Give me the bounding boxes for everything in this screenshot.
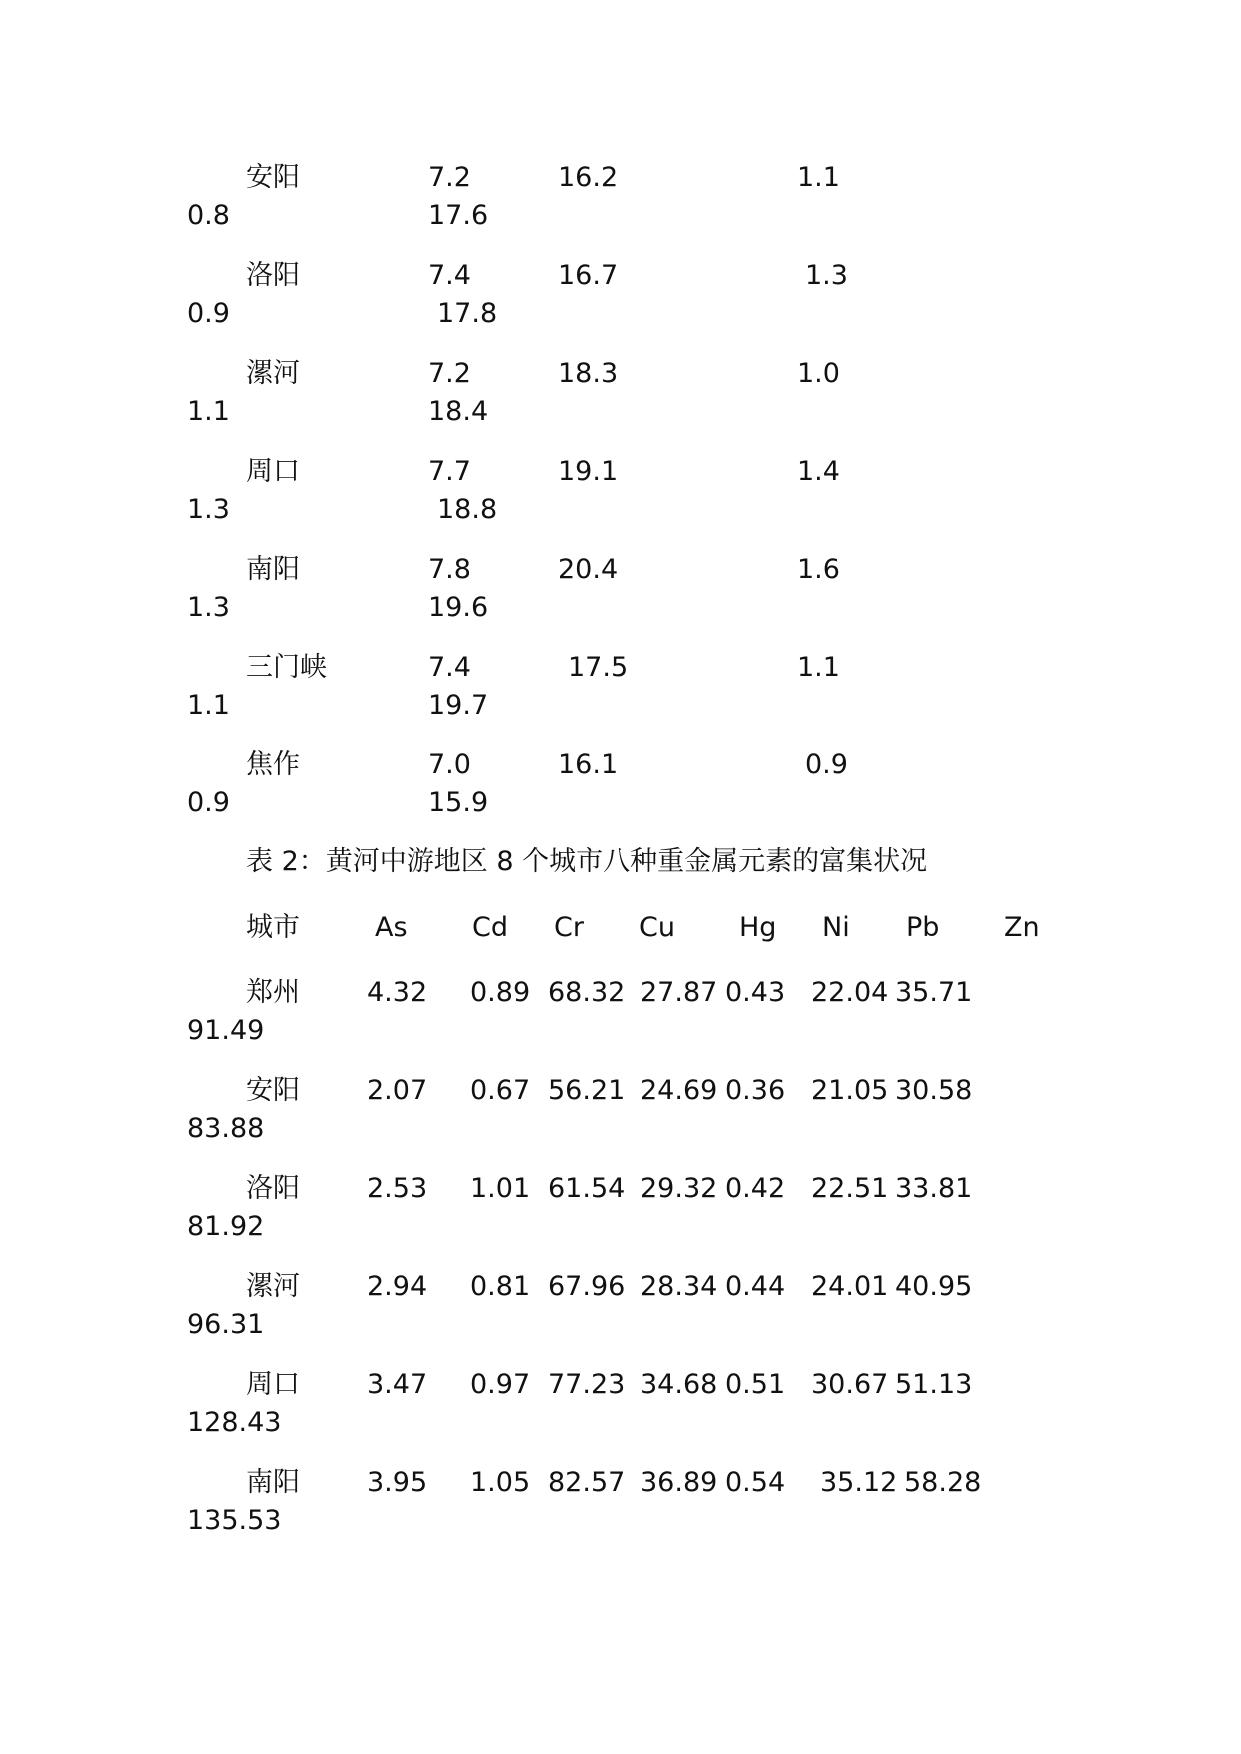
table2-cell: 0.67	[470, 1075, 531, 1106]
table1-cell: 19.6	[428, 592, 489, 623]
table1-cell: 1.0	[797, 358, 840, 389]
table2-cell: 0.44	[725, 1271, 786, 1302]
table1-cell: 7.4	[428, 260, 471, 291]
table2-cell: 77.23	[548, 1369, 626, 1400]
table2-cell: 0.42	[725, 1173, 786, 1204]
table2-city: 安阳	[246, 1075, 300, 1106]
table2-cell: 68.32	[548, 977, 626, 1008]
table2-cell: 0.81	[470, 1271, 531, 1302]
table1-cell: 7.2	[428, 358, 471, 389]
table1-cell: 0.8	[187, 200, 230, 231]
table2-header: Zn	[1004, 912, 1040, 943]
table2-city: 郑州	[246, 977, 300, 1008]
table1-cell: 1.1	[797, 162, 840, 193]
table1-cell: 17.8	[437, 298, 498, 329]
table2-cell: 35.12	[820, 1467, 898, 1498]
table2-cell: 4.32	[367, 977, 428, 1008]
table2-cell: 22.04	[811, 977, 889, 1008]
table1-cell: 1.3	[187, 494, 230, 525]
table1-city: 三门峡	[246, 652, 327, 683]
table1-cell: 7.0	[428, 749, 471, 780]
table2-cell: 2.94	[367, 1271, 428, 1302]
table2-cell: 34.68	[640, 1369, 718, 1400]
table2-cell: 67.96	[548, 1271, 626, 1302]
table1-cell: 16.2	[558, 162, 619, 193]
table1-cell: 18.4	[428, 396, 489, 427]
table2-cell: 96.31	[187, 1309, 265, 1340]
table-caption: 表 2：黄河中游地区 8 个城市八种重金属元素的富集状况	[246, 846, 928, 877]
table1-cell: 16.1	[558, 749, 619, 780]
table2-cell: 91.49	[187, 1015, 265, 1046]
table2-cell: 3.95	[367, 1467, 428, 1498]
table2-cell: 24.69	[640, 1075, 718, 1106]
table1-cell: 7.8	[428, 554, 471, 585]
table2-cell: 0.51	[725, 1369, 786, 1400]
table2-cell: 61.54	[548, 1173, 626, 1204]
table2-cell: 21.05	[811, 1075, 889, 1106]
table1-cell: 17.5	[568, 652, 629, 683]
table2-cell: 0.54	[725, 1467, 786, 1498]
table2-cell: 58.28	[904, 1467, 982, 1498]
table2-cell: 2.53	[367, 1173, 428, 1204]
table2-header: As	[375, 912, 408, 943]
table2-header: 城市	[246, 912, 300, 943]
table1-cell: 18.8	[437, 494, 498, 525]
table1-cell: 17.6	[428, 200, 489, 231]
table2-cell: 0.97	[470, 1369, 531, 1400]
table2-header: Cu	[639, 912, 675, 943]
table1-city: 安阳	[246, 162, 300, 193]
table1-cell: 1.6	[797, 554, 840, 585]
table1-city: 漯河	[246, 358, 300, 389]
table2-city: 漯河	[246, 1271, 300, 1302]
table2-city: 南阳	[246, 1467, 300, 1498]
table1-cell: 1.4	[797, 456, 840, 487]
table1-city: 周口	[246, 456, 300, 487]
table2-city: 周口	[246, 1369, 300, 1400]
table1-cell: 0.9	[805, 749, 848, 780]
table2-cell: 128.43	[187, 1407, 282, 1438]
table2-cell: 30.67	[811, 1369, 889, 1400]
table1-cell: 19.1	[558, 456, 619, 487]
table1-city: 洛阳	[246, 260, 300, 291]
table1-cell: 1.3	[187, 592, 230, 623]
table1-cell: 1.3	[805, 260, 848, 291]
table2-cell: 36.89	[640, 1467, 718, 1498]
table2-cell: 33.81	[895, 1173, 973, 1204]
table2-header: Ni	[822, 912, 850, 943]
table1-cell: 16.7	[558, 260, 619, 291]
table1-city: 焦作	[246, 749, 300, 780]
table2-cell: 83.88	[187, 1113, 265, 1144]
table1-cell: 18.3	[558, 358, 619, 389]
table2-cell: 0.43	[725, 977, 786, 1008]
table2-cell: 0.89	[470, 977, 531, 1008]
table2-cell: 2.07	[367, 1075, 428, 1106]
table2-city: 洛阳	[246, 1173, 300, 1204]
table1-cell: 20.4	[558, 554, 619, 585]
table1-cell: 15.9	[428, 787, 489, 818]
table2-cell: 56.21	[548, 1075, 626, 1106]
table2-cell: 29.32	[640, 1173, 718, 1204]
table2-header: Cr	[554, 912, 584, 943]
table2-cell: 1.01	[470, 1173, 531, 1204]
table2-cell: 40.95	[895, 1271, 973, 1302]
table1-cell: 1.1	[187, 690, 230, 721]
table1-cell: 7.2	[428, 162, 471, 193]
table2-cell: 51.13	[895, 1369, 973, 1400]
table1-cell: 1.1	[797, 652, 840, 683]
table2-cell: 24.01	[811, 1271, 889, 1302]
table1-city: 南阳	[246, 554, 300, 585]
table2-cell: 30.58	[895, 1075, 973, 1106]
table2-header: Pb	[906, 912, 940, 943]
table2-cell: 1.05	[470, 1467, 531, 1498]
table2-cell: 3.47	[367, 1369, 428, 1400]
table2-cell: 82.57	[548, 1467, 626, 1498]
table2-cell: 28.34	[640, 1271, 718, 1302]
table1-cell: 19.7	[428, 690, 489, 721]
table2-cell: 135.53	[187, 1505, 282, 1536]
table2-cell: 27.87	[640, 977, 718, 1008]
table1-cell: 1.1	[187, 396, 230, 427]
table1-cell: 7.4	[428, 652, 471, 683]
table2-cell: 35.71	[895, 977, 973, 1008]
table1-cell: 7.7	[428, 456, 471, 487]
table2-header: Hg	[739, 912, 777, 943]
table2-cell: 81.92	[187, 1211, 265, 1242]
table2-cell: 0.36	[725, 1075, 786, 1106]
table1-cell: 0.9	[187, 787, 230, 818]
table2-cell: 22.51	[811, 1173, 889, 1204]
table2-header: Cd	[472, 912, 508, 943]
table1-cell: 0.9	[187, 298, 230, 329]
